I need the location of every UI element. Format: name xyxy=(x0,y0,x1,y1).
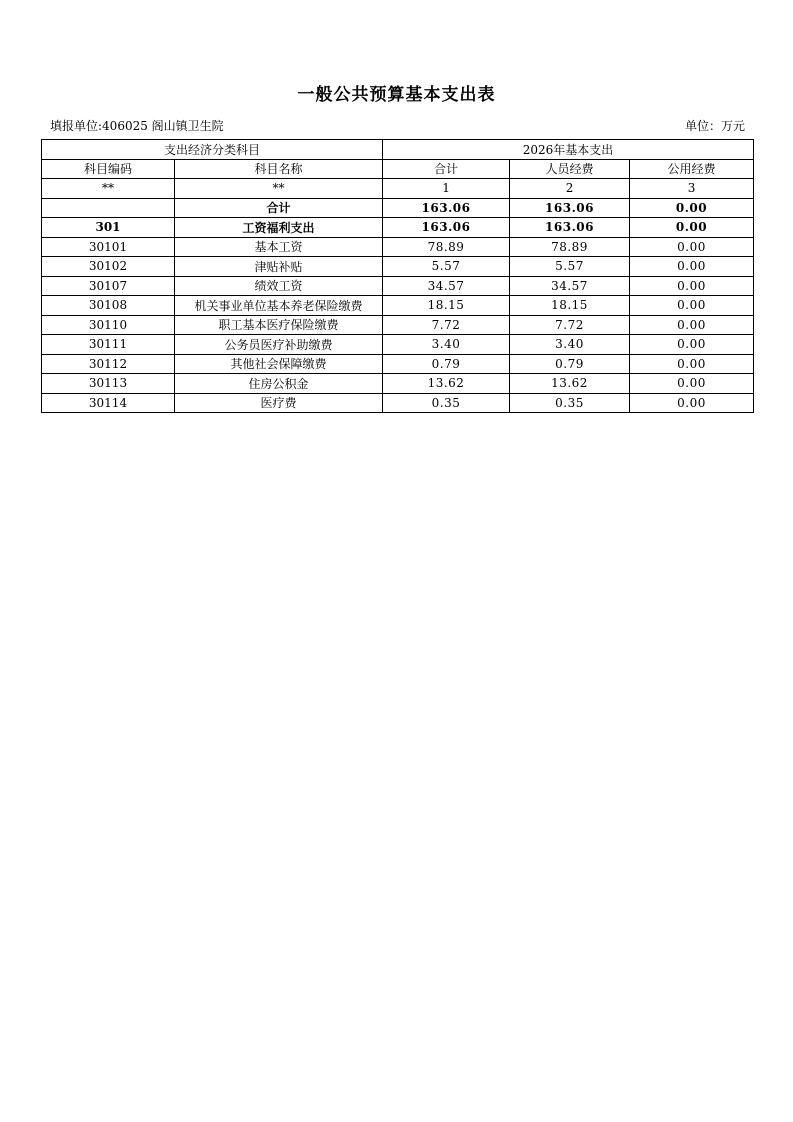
column-header-personnel: 人员经费 xyxy=(510,159,630,179)
cell-total: 18.15 xyxy=(383,296,510,316)
cell-name: 机关事业单位基本养老保险缴费 xyxy=(175,296,383,316)
cell-personnel: 3.40 xyxy=(510,335,630,355)
cell-public: 0.00 xyxy=(630,354,754,374)
cell-public: 0.00 xyxy=(630,335,754,355)
table-row xyxy=(42,257,754,277)
table-row xyxy=(42,296,754,316)
cell-code: 30111 xyxy=(42,335,175,355)
cell-name: 医疗费 xyxy=(175,393,383,413)
cell-personnel: 78.89 xyxy=(510,237,630,257)
table-row xyxy=(42,198,754,218)
cell-name: 其他社会保障缴费 xyxy=(175,354,383,374)
cell-code: 30108 xyxy=(42,296,175,316)
table-row xyxy=(42,315,754,335)
cell-personnel: 18.15 xyxy=(510,296,630,316)
cell-total: 163.06 xyxy=(383,218,510,238)
index-cell-public: 3 xyxy=(630,179,754,199)
reporting-unit: 填报单位:406025 阁山镇卫生院 xyxy=(50,119,224,133)
cell-name: 基本工资 xyxy=(175,237,383,257)
cell-personnel: 0.35 xyxy=(510,393,630,413)
cell-personnel: 163.06 xyxy=(510,218,630,238)
index-cell-personnel: 2 xyxy=(510,179,630,199)
cell-public: 0.00 xyxy=(630,315,754,335)
cell-name: 住房公积金 xyxy=(175,374,383,394)
cell-code: 30114 xyxy=(42,393,175,413)
table-row xyxy=(42,218,754,238)
index-cell-total: 1 xyxy=(383,179,510,199)
header-group-row xyxy=(42,140,754,160)
cell-public: 0.00 xyxy=(630,218,754,238)
index-cell-name: ** xyxy=(175,179,383,199)
cell-total: 5.57 xyxy=(383,257,510,277)
page-title: 一般公共预算基本支出表 xyxy=(297,85,496,105)
cell-code: 30110 xyxy=(42,315,175,335)
cell-total: 78.89 xyxy=(383,237,510,257)
table-row xyxy=(42,237,754,257)
cell-total: 0.79 xyxy=(383,354,510,374)
header-columns-row xyxy=(42,159,754,179)
cell-code: 30113 xyxy=(42,374,175,394)
cell-personnel: 13.62 xyxy=(510,374,630,394)
cell-public: 0.00 xyxy=(630,393,754,413)
table-row xyxy=(42,276,754,296)
table-row xyxy=(42,393,754,413)
table-row xyxy=(42,354,754,374)
cell-code: 30107 xyxy=(42,276,175,296)
cell-code xyxy=(42,198,175,218)
table-row xyxy=(42,374,754,394)
column-header-name: 科目名称 xyxy=(175,159,383,179)
cell-public: 0.00 xyxy=(630,276,754,296)
index-cell-code: ** xyxy=(42,179,175,199)
cell-public: 0.00 xyxy=(630,257,754,277)
cell-total: 163.06 xyxy=(383,198,510,218)
header-group-right: 2026年基本支出 xyxy=(383,140,754,160)
table-row xyxy=(42,335,754,355)
cell-code: 301 xyxy=(42,218,175,238)
cell-public: 0.00 xyxy=(630,237,754,257)
column-header-code: 科目编码 xyxy=(42,159,175,179)
cell-code: 30102 xyxy=(42,257,175,277)
cell-personnel: 0.79 xyxy=(510,354,630,374)
cell-total: 13.62 xyxy=(383,374,510,394)
cell-public: 0.00 xyxy=(630,374,754,394)
header-index-row xyxy=(42,179,754,199)
cell-name: 绩效工资 xyxy=(175,276,383,296)
cell-code: 30112 xyxy=(42,354,175,374)
cell-personnel: 163.06 xyxy=(510,198,630,218)
cell-name: 工资福利支出 xyxy=(175,218,383,238)
cell-name: 公务员医疗补助缴费 xyxy=(175,335,383,355)
header-group-left: 支出经济分类科目 xyxy=(42,140,383,160)
cell-name: 津贴补贴 xyxy=(175,257,383,277)
cell-total: 7.72 xyxy=(383,315,510,335)
cell-public: 0.00 xyxy=(630,198,754,218)
cell-total: 0.35 xyxy=(383,393,510,413)
cell-name: 合计 xyxy=(175,198,383,218)
cell-total: 3.40 xyxy=(383,335,510,355)
cell-personnel: 7.72 xyxy=(510,315,630,335)
cell-public: 0.00 xyxy=(630,296,754,316)
cell-personnel: 34.57 xyxy=(510,276,630,296)
cell-name: 职工基本医疗保险缴费 xyxy=(175,315,383,335)
cell-code: 30101 xyxy=(42,237,175,257)
expenditure-table xyxy=(41,139,754,413)
currency-unit: 单位：万元 xyxy=(684,119,745,133)
column-header-public: 公用经费 xyxy=(630,159,754,179)
cell-personnel: 5.57 xyxy=(510,257,630,277)
column-header-total: 合计 xyxy=(383,159,510,179)
cell-total: 34.57 xyxy=(383,276,510,296)
